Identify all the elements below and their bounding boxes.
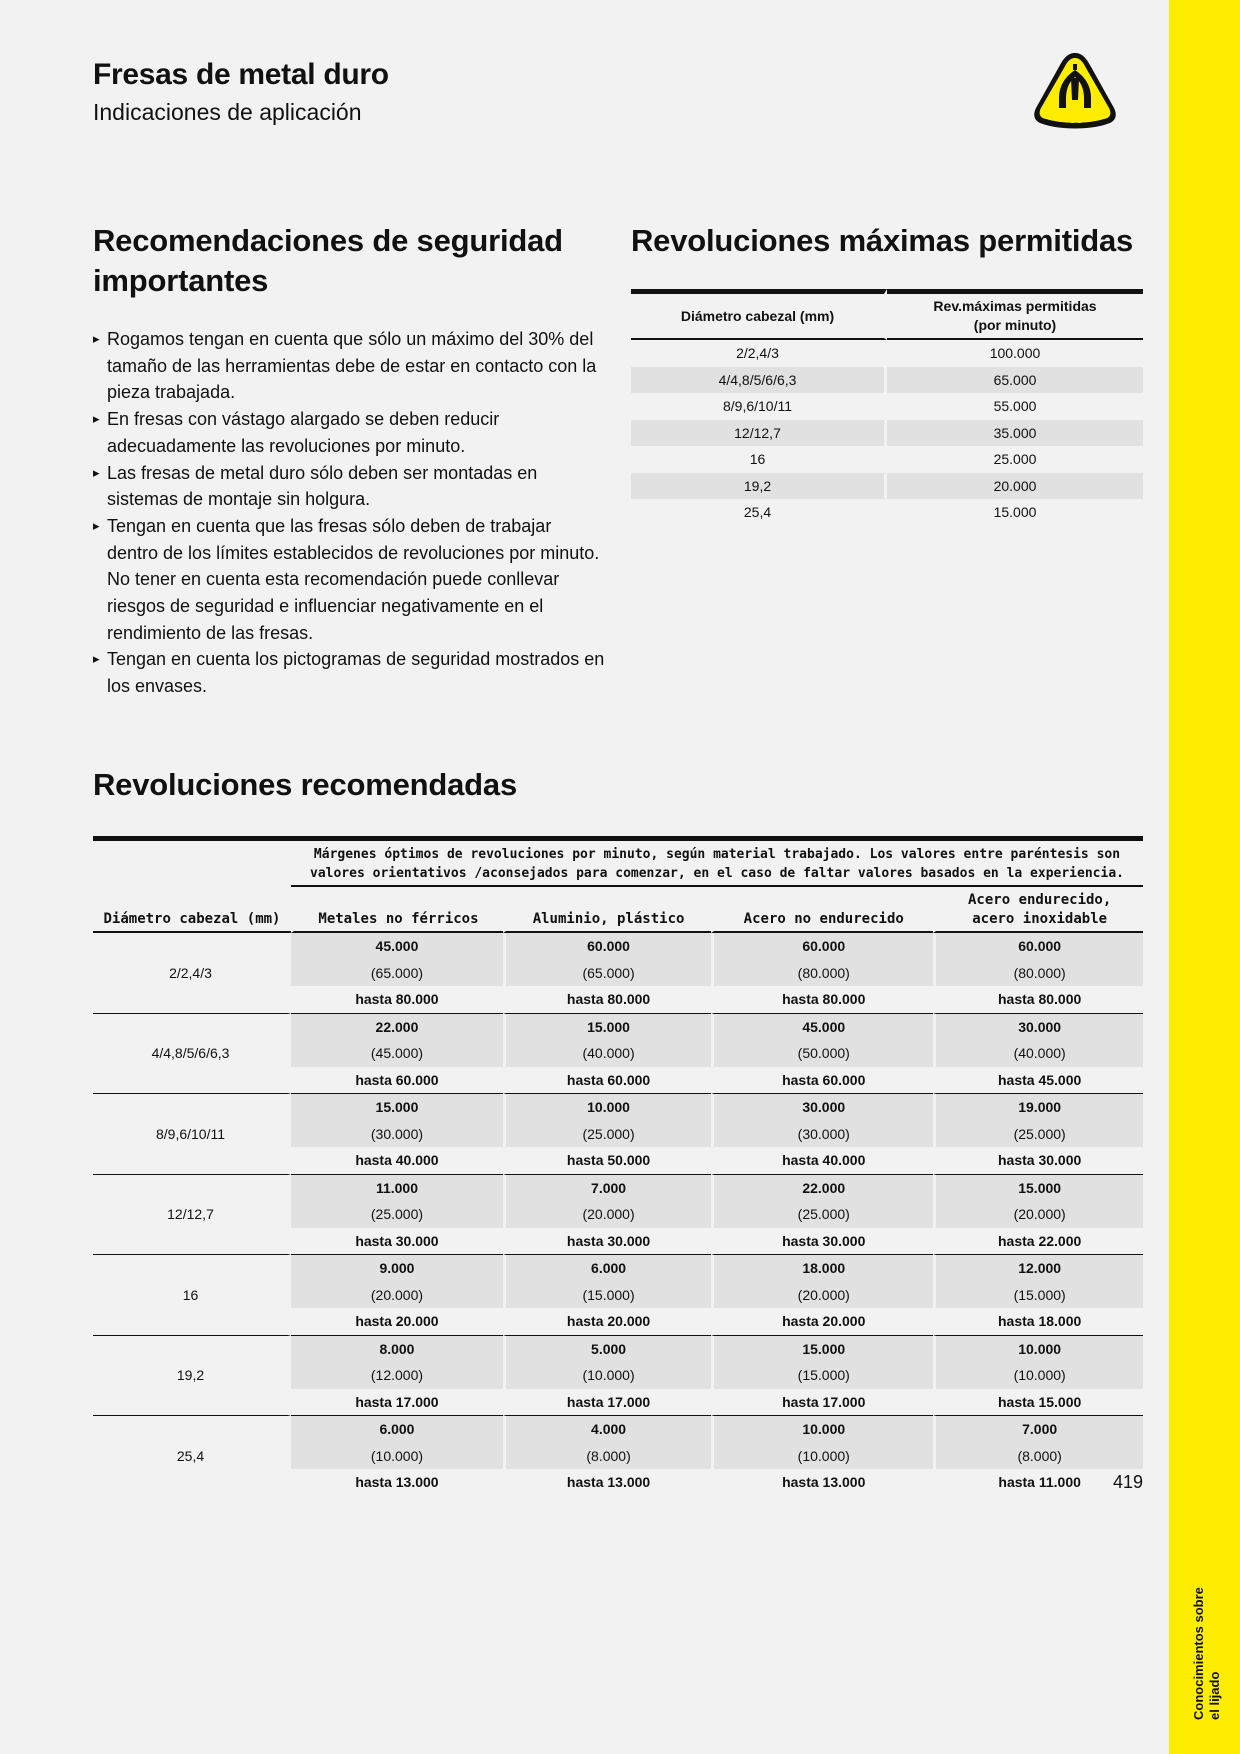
safety-item: ▸ Tengan en cuenta que las fresas sólo deben de trabajar dentro de los límites establecidos de revoluciones por minuto. No tener en cuenta esta recomendación puede conllevar riesgos de seguridad e influenciar negativamente en el rendimiento de las fresas. <box>93 513 605 647</box>
rec-col-hardened-line1: Acero endurecido, <box>968 892 1112 908</box>
rec-cell-value: hasta 60.000 <box>355 1071 439 1088</box>
rec-cell-diameter: 16 <box>93 1254 291 1335</box>
klingspor-logo <box>1030 50 1120 132</box>
rec-cell-diameter: 8/9,6/10/11 <box>93 1093 291 1174</box>
rec-cell-value: hasta 30.000 <box>711 1228 933 1255</box>
rec-cell-value: (20.000) <box>933 1201 1143 1228</box>
rec-col-aluminium: Aluminio, plástico <box>503 887 711 933</box>
max-cell-rpm: 20.000 <box>887 473 1143 500</box>
rec-cell-value: (40.000) <box>503 1040 711 1067</box>
rec-cell-value: 10.000 <box>503 1093 711 1121</box>
rec-cell-value: (25.000) <box>711 1201 933 1228</box>
rec-cell-value: (15.000) <box>933 1282 1143 1309</box>
max-cell-diameter: 8/9,6/10/11 <box>631 393 887 420</box>
max-cell-rpm: 35.000 <box>887 420 1143 447</box>
rec-cell-value: 9.000 <box>291 1254 503 1282</box>
rec-col-steel: Acero no endurecido <box>711 887 933 933</box>
rec-cell-value: (10.000) <box>503 1362 711 1389</box>
rec-cell-value: hasta 30.000 <box>933 1147 1143 1174</box>
rec-cell-value: 60.000 <box>503 933 711 960</box>
rec-cell-diameter: 2/2,4/3 <box>93 933 291 1013</box>
rec-cell-value: (45.000) <box>291 1040 503 1067</box>
rec-col-nonferrous: Metales no férricos <box>291 887 503 933</box>
table-row <box>631 367 1143 394</box>
rec-cell-value: (10.000) <box>933 1362 1143 1389</box>
safety-item: ▸ Rogamos tengan en cuenta que sólo un máximo del 30% del tamaño de las herramientas debe de estar en contacto con la pieza trabajada. <box>93 326 605 406</box>
rec-cell-value: 6.000 <box>503 1254 711 1282</box>
rec-cell-value: (65.000) <box>503 960 711 987</box>
rec-cell-value: hasta 60.000 <box>711 1067 933 1094</box>
rec-cell-value: hasta 80.000 <box>503 986 711 1013</box>
rec-cell-value: (80.000) <box>711 960 933 987</box>
rec-cell-value: (80.000) <box>933 960 1143 987</box>
max-cell-rpm: 25.000 <box>993 451 1037 468</box>
max-cell-diameter: 2/2,4/3 <box>631 340 887 367</box>
rec-cell-value: hasta 80.000 <box>711 986 933 1013</box>
rec-cell-value: hasta 50.000 <box>503 1147 711 1174</box>
rec-cell-diameter: 4/4,8/5/6/6,3 <box>93 1013 291 1094</box>
recommended-rpm-heading: Revoluciones recomendadas <box>93 767 517 802</box>
rec-cell-value: 60.000 <box>933 933 1143 960</box>
rec-cell-value: (12.000) <box>291 1362 503 1389</box>
rec-cell-value: (30.000) <box>711 1121 933 1148</box>
rec-cell-value: hasta 13.000 <box>503 1469 711 1496</box>
rec-cell-value: hasta 30.000 <box>503 1228 711 1255</box>
rec-cell-value: 30.000 <box>711 1093 933 1121</box>
rec-cell-value: (10.000) <box>291 1443 503 1470</box>
rec-cell-value: 60.000 <box>711 933 933 960</box>
table-row <box>631 473 1143 500</box>
rec-cell-value: 45.000 <box>711 1013 933 1041</box>
rec-cell-value: (8.000) <box>503 1443 711 1470</box>
safety-list <box>93 326 605 700</box>
rec-cell-value: hasta 30.000 <box>355 1232 439 1249</box>
rec-cell-value: (20.000) <box>711 1282 933 1309</box>
rec-cell-diameter: 12/12,7 <box>93 1174 291 1255</box>
rec-cell-value: 5.000 <box>503 1335 711 1363</box>
rec-cell-value: 8.000 <box>291 1335 503 1363</box>
rec-cell-value: hasta 18.000 <box>933 1308 1143 1335</box>
logo-text: KLINGSPOR <box>1041 107 1109 127</box>
max-col-rpm-line2: (por minuto) <box>973 317 1057 333</box>
max-col-rpm <box>887 289 1143 340</box>
rec-cell-value: 45.000 <box>291 933 503 960</box>
rec-cell-diameter: 25,4 <box>93 1415 291 1496</box>
table-row <box>631 420 1143 447</box>
rec-cell-value: hasta 45.000 <box>933 1067 1143 1094</box>
rec-cell-value: 4.000 <box>503 1415 711 1443</box>
max-cell-diameter: 4/4,8/5/6/6,3 <box>631 367 887 394</box>
rec-cell-value: hasta 17.000 <box>711 1389 933 1416</box>
yellow-sidebar <box>1169 0 1240 1754</box>
rec-cell-value: 15.000 <box>503 1013 711 1041</box>
table-row <box>93 1013 1143 1041</box>
rec-cell-value: hasta 40.000 <box>711 1147 933 1174</box>
rec-col-hardened-line2: acero inoxidable <box>972 911 1108 927</box>
rec-cell-value: hasta 17.000 <box>503 1389 711 1416</box>
rec-cell-value: (50.000) <box>711 1040 933 1067</box>
rec-cell-value: (15.000) <box>503 1282 711 1309</box>
rec-cell-value: 7.000 <box>933 1415 1143 1443</box>
max-cell-rpm: 100.000 <box>989 345 1041 362</box>
table-row <box>93 1335 1143 1363</box>
safety-item: ▸ Las fresas de metal duro sólo deben ser montadas en sistemas de montaje sin holgura. <box>93 460 605 513</box>
table-corner <box>93 836 291 887</box>
rec-cell-value: 6.000 <box>291 1415 503 1443</box>
rec-cell-value: 15.000 <box>711 1335 933 1363</box>
max-cell-diameter: 19,2 <box>631 473 887 500</box>
page-subtitle: Indicaciones de aplicación <box>93 99 362 125</box>
rec-cell-value: hasta 80.000 <box>933 986 1143 1013</box>
safety-heading: Recomendaciones de seguridad importantes <box>93 223 563 298</box>
max-cell-diameter: 16 <box>631 446 887 473</box>
rec-cell-value: 10.000 <box>711 1415 933 1443</box>
rec-cell-value: 22.000 <box>711 1174 933 1202</box>
max-cell-rpm: 15.000 <box>993 504 1037 521</box>
max-rpm-table <box>631 289 1143 526</box>
recommended-rpm-table <box>93 836 1143 1496</box>
rec-cell-value: 22.000 <box>291 1013 503 1041</box>
max-col-diameter: Diámetro cabezal (mm) <box>631 289 887 340</box>
rec-cell-value: (10.000) <box>711 1443 933 1470</box>
rec-cell-value: 11.000 <box>291 1174 503 1202</box>
rec-cell-value: 19.000 <box>933 1093 1143 1121</box>
rec-cell-value: hasta 60.000 <box>503 1067 711 1094</box>
table-row <box>93 933 1143 960</box>
rec-cell-value: (65.000) <box>291 960 503 987</box>
recommended-note: Márgenes óptimos de revoluciones por minuto, según material trabajado. Los valores entre paréntesis son valores orientativos /aconsejados para comenzar, en el caso de faltar valores basados en la experiencia. <box>291 836 1143 887</box>
rec-cell-value: hasta 17.000 <box>355 1393 439 1410</box>
table-row <box>93 1415 1143 1443</box>
rec-cell-value: 12.000 <box>933 1254 1143 1282</box>
page-number: 419 <box>1113 1472 1144 1492</box>
rec-cell-value: 7.000 <box>503 1174 711 1202</box>
rec-cell-value: hasta 11.000 <box>933 1469 1143 1496</box>
sidebar-section-label <box>1191 1580 1221 1720</box>
rec-col-hardened <box>933 887 1143 933</box>
max-cell-diameter: 25,4 <box>631 499 887 526</box>
rec-cell-value: hasta 20.000 <box>355 1313 439 1330</box>
table-row <box>631 340 1143 367</box>
rec-cell-value: hasta 15.000 <box>933 1389 1143 1416</box>
table-row <box>631 499 1143 526</box>
rec-cell-value: 10.000 <box>933 1335 1143 1363</box>
rec-cell-value: (25.000) <box>503 1121 711 1148</box>
max-col-rpm-line1: Rev.máximas permitidas <box>933 298 1097 314</box>
rec-cell-value: 18.000 <box>711 1254 933 1282</box>
rec-cell-value: (30.000) <box>291 1121 503 1148</box>
safety-item: ▸ En fresas con vástago alargado se deben reducir adecuadamente las revoluciones por minuto. <box>93 406 605 459</box>
table-row <box>631 446 1143 473</box>
rec-cell-value: hasta 13.000 <box>711 1469 933 1496</box>
page-title: Fresas de metal duro <box>93 58 389 91</box>
rec-cell-value: hasta 80.000 <box>355 991 439 1008</box>
max-cell-rpm: 65.000 <box>887 367 1143 394</box>
rec-cell-value: (25.000) <box>933 1121 1143 1148</box>
rec-cell-value: 15.000 <box>933 1174 1143 1202</box>
max-cell-diameter: 12/12,7 <box>631 420 887 447</box>
rec-cell-value: (15.000) <box>711 1362 933 1389</box>
table-row <box>631 393 1143 420</box>
rec-cell-value: (25.000) <box>291 1201 503 1228</box>
rec-cell-value: hasta 20.000 <box>503 1308 711 1335</box>
rec-cell-value: hasta 40.000 <box>355 1152 439 1169</box>
max-rpm-heading: Revoluciones máximas permitidas <box>631 223 1134 258</box>
table-row <box>93 1093 1143 1121</box>
rec-col-diameter: Diámetro cabezal (mm) <box>93 887 291 933</box>
table-row <box>93 1254 1143 1282</box>
rec-cell-value: (20.000) <box>503 1201 711 1228</box>
rec-cell-value: hasta 20.000 <box>711 1308 933 1335</box>
table-row <box>93 1174 1143 1202</box>
rec-cell-value: (40.000) <box>933 1040 1143 1067</box>
rec-cell-value: (20.000) <box>291 1282 503 1309</box>
rec-cell-value: hasta 22.000 <box>933 1228 1143 1255</box>
rec-cell-diameter: 19,2 <box>93 1335 291 1416</box>
rec-cell-value: hasta 13.000 <box>355 1474 439 1491</box>
sidebar-label-text: Conocimientos sobre el lijado <box>1191 1587 1222 1720</box>
rec-cell-value: 15.000 <box>291 1093 503 1121</box>
safety-item: ▸ Tengan en cuenta los pictogramas de seguridad mostrados en los envases. <box>93 646 605 699</box>
max-cell-rpm: 55.000 <box>993 398 1037 415</box>
rec-cell-value: (8.000) <box>933 1443 1143 1470</box>
rec-cell-value: 30.000 <box>933 1013 1143 1041</box>
